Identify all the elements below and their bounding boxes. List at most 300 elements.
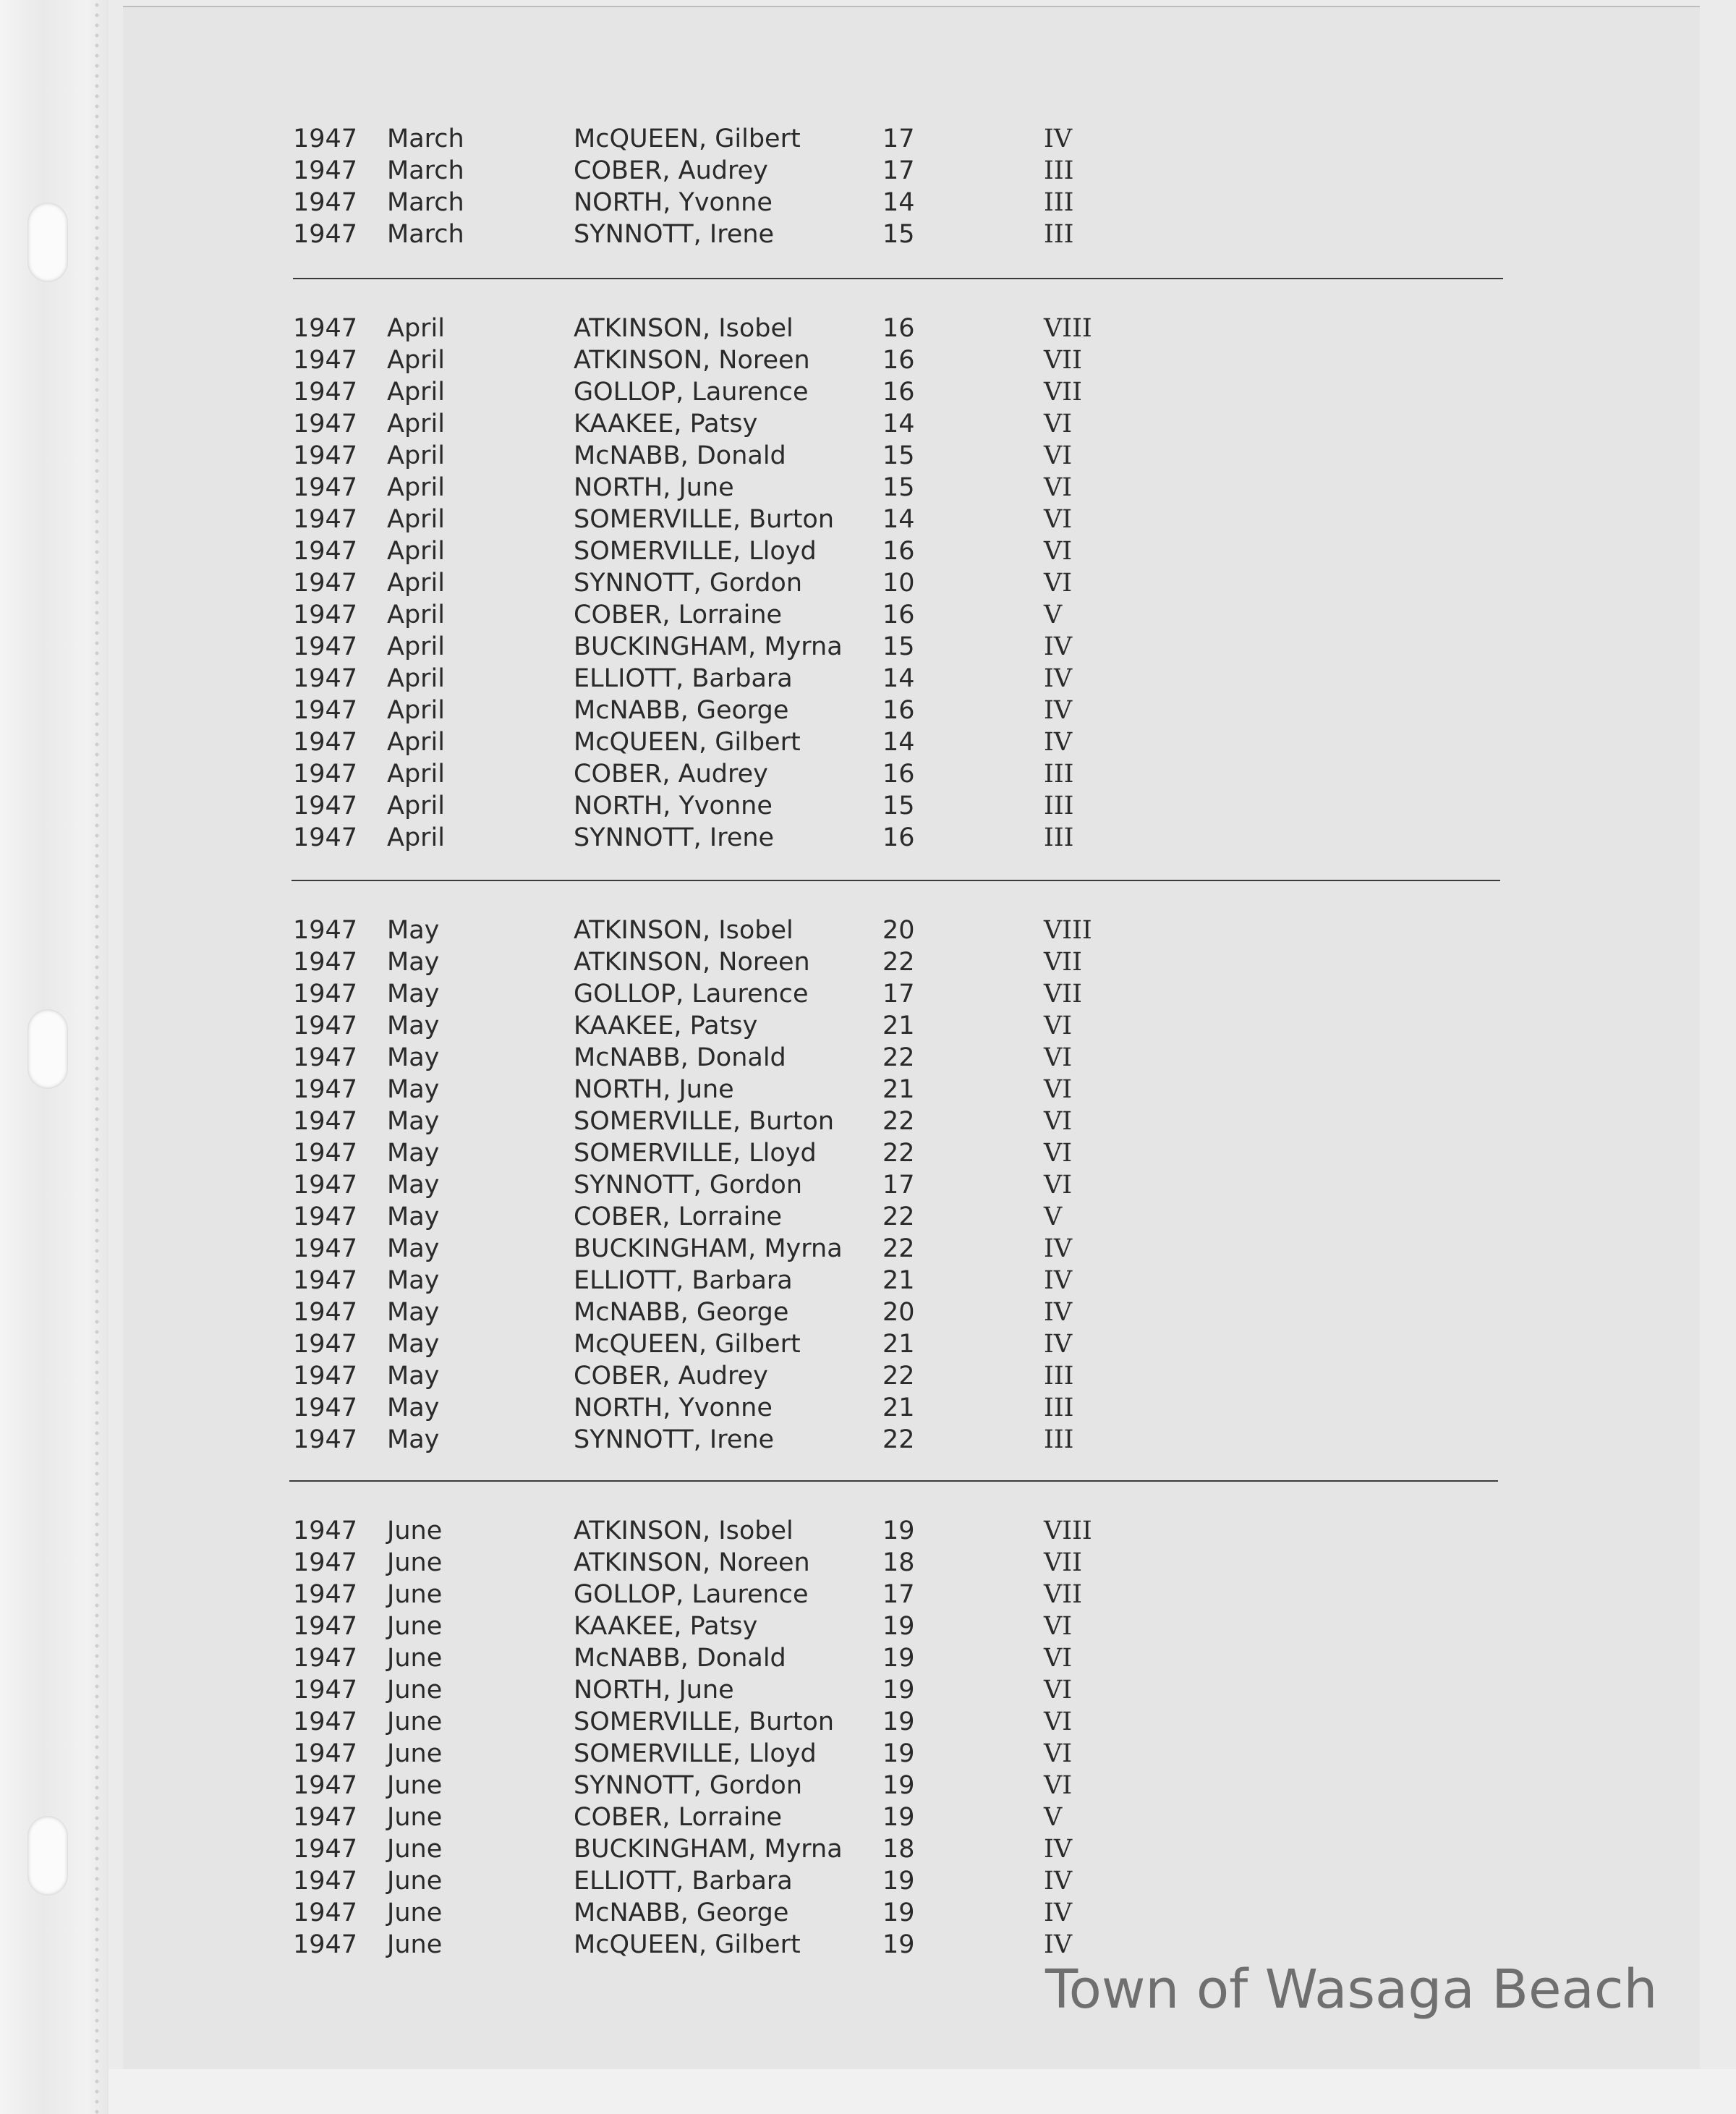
month-cell: May: [387, 1234, 440, 1263]
name-cell: SOMERVILLE, Burton: [574, 1707, 835, 1736]
record-row: [0, 1929, 1736, 1961]
count-cell: 16: [882, 346, 915, 375]
record-row: [0, 1105, 1736, 1137]
record-row: [0, 1265, 1736, 1296]
month-cell: March: [387, 188, 464, 217]
year-cell: 1947: [293, 1739, 358, 1768]
month-cell: April: [387, 728, 445, 757]
record-section-may: [0, 914, 1736, 1456]
count-cell: 17: [882, 980, 915, 1009]
record-row: [0, 946, 1736, 978]
month-cell: June: [387, 1803, 443, 1832]
name-cell: McNABB, Donald: [574, 1043, 786, 1072]
name-cell: ELLIOTT, Barbara: [574, 664, 793, 693]
year-cell: 1947: [293, 1171, 358, 1200]
month-cell: March: [387, 220, 464, 249]
year-cell: 1947: [293, 760, 358, 789]
count-cell: 19: [882, 1516, 915, 1545]
count-cell: 17: [882, 124, 915, 153]
year-cell: 1947: [293, 1612, 358, 1641]
count-cell: 19: [882, 1739, 915, 1768]
record-row: [0, 1547, 1736, 1579]
year-cell: 1947: [293, 632, 358, 661]
count-cell: 20: [882, 916, 915, 945]
count-cell: 17: [882, 1171, 915, 1200]
month-cell: June: [387, 1867, 443, 1896]
month-cell: June: [387, 1930, 443, 1959]
year-cell: 1947: [293, 948, 358, 977]
name-cell: ELLIOTT, Barbara: [574, 1867, 793, 1896]
name-cell: SYNNOTT, Irene: [574, 1425, 775, 1454]
count-cell: 19: [882, 1930, 915, 1959]
watermark: Town of Wasaga Beach: [1045, 1958, 1658, 2021]
month-cell: June: [387, 1771, 443, 1800]
count-cell: 14: [882, 409, 915, 438]
year-cell: 1947: [293, 441, 358, 470]
grade-cell: VI: [1044, 1676, 1073, 1705]
count-cell: 14: [882, 505, 915, 534]
year-cell: 1947: [293, 569, 358, 598]
year-cell: 1947: [293, 1362, 358, 1391]
month-cell: May: [387, 1139, 440, 1168]
record-row: [0, 1515, 1736, 1547]
year-cell: 1947: [293, 1139, 358, 1168]
record-row: [0, 914, 1736, 946]
name-cell: COBER, Audrey: [574, 1362, 768, 1391]
record-row: [0, 1137, 1736, 1169]
record-row: [0, 1610, 1736, 1642]
section-divider: [293, 278, 1503, 279]
year-cell: 1947: [293, 1644, 358, 1673]
name-cell: NORTH, June: [574, 1075, 734, 1104]
record-row: [0, 218, 1736, 250]
grade-cell: V: [1044, 1202, 1063, 1231]
year-cell: 1947: [293, 1580, 358, 1609]
record-row: [0, 504, 1736, 535]
month-cell: May: [387, 1202, 440, 1231]
name-cell: GOLLOP, Laurence: [574, 1580, 809, 1609]
grade-cell: IV: [1044, 696, 1073, 725]
grade-cell: V: [1044, 1803, 1063, 1832]
record-row: [0, 344, 1736, 376]
year-cell: 1947: [293, 1898, 358, 1927]
record-row: [0, 535, 1736, 567]
record-row: [0, 978, 1736, 1010]
year-cell: 1947: [293, 1266, 358, 1295]
grade-cell: VI: [1044, 1612, 1073, 1641]
count-cell: 15: [882, 220, 915, 249]
name-cell: ELLIOTT, Barbara: [574, 1266, 793, 1295]
record-section-march: [0, 123, 1736, 250]
count-cell: 22: [882, 1107, 915, 1136]
grade-cell: VI: [1044, 441, 1073, 470]
month-cell: April: [387, 632, 445, 661]
count-cell: 19: [882, 1707, 915, 1736]
name-cell: SYNNOTT, Irene: [574, 823, 775, 852]
month-cell: April: [387, 537, 445, 566]
grade-cell: III: [1044, 791, 1074, 820]
grade-cell: VII: [1044, 980, 1082, 1009]
year-cell: 1947: [293, 791, 358, 820]
year-cell: 1947: [293, 600, 358, 629]
month-cell: May: [387, 1075, 440, 1104]
count-cell: 22: [882, 1202, 915, 1231]
month-cell: March: [387, 156, 464, 185]
month-cell: May: [387, 980, 440, 1009]
grade-cell: VI: [1044, 537, 1073, 566]
month-cell: April: [387, 823, 445, 852]
count-cell: 19: [882, 1898, 915, 1927]
name-cell: COBER, Lorraine: [574, 1803, 783, 1832]
name-cell: GOLLOP, Laurence: [574, 980, 809, 1009]
count-cell: 21: [882, 1075, 915, 1104]
count-cell: 17: [882, 1580, 915, 1609]
grade-cell: VI: [1044, 473, 1073, 502]
grade-cell: VI: [1044, 409, 1073, 438]
name-cell: McNABB, George: [574, 696, 789, 725]
month-cell: April: [387, 569, 445, 598]
name-cell: McNABB, Donald: [574, 441, 786, 470]
record-row: [0, 1674, 1736, 1706]
month-cell: May: [387, 1393, 440, 1422]
year-cell: 1947: [293, 505, 358, 534]
year-cell: 1947: [293, 1043, 358, 1072]
grade-cell: IV: [1044, 664, 1073, 693]
month-cell: April: [387, 696, 445, 725]
year-cell: 1947: [293, 823, 358, 852]
grade-cell: III: [1044, 1425, 1074, 1454]
count-cell: 21: [882, 1011, 915, 1040]
record-row: [0, 1169, 1736, 1201]
record-row: [0, 1360, 1736, 1392]
year-cell: 1947: [293, 980, 358, 1009]
year-cell: 1947: [293, 473, 358, 502]
count-cell: 22: [882, 1139, 915, 1168]
year-cell: 1947: [293, 664, 358, 693]
grade-cell: IV: [1044, 1930, 1073, 1959]
month-cell: April: [387, 600, 445, 629]
month-cell: May: [387, 1266, 440, 1295]
year-cell: 1947: [293, 314, 358, 343]
count-cell: 18: [882, 1548, 915, 1577]
record-row: [0, 440, 1736, 472]
record-row: [0, 1074, 1736, 1105]
name-cell: McQUEEN, Gilbert: [574, 1930, 801, 1959]
year-cell: 1947: [293, 1707, 358, 1736]
year-cell: 1947: [293, 156, 358, 185]
month-cell: May: [387, 1043, 440, 1072]
grade-cell: VI: [1044, 1043, 1073, 1072]
record-row: [0, 1706, 1736, 1738]
year-cell: 1947: [293, 1516, 358, 1545]
year-cell: 1947: [293, 1676, 358, 1705]
grade-cell: VIII: [1044, 1516, 1092, 1545]
record-row: [0, 726, 1736, 758]
count-cell: 16: [882, 314, 915, 343]
count-cell: 22: [882, 1234, 915, 1263]
year-cell: 1947: [293, 1835, 358, 1864]
grade-cell: III: [1044, 1393, 1074, 1422]
year-cell: 1947: [293, 188, 358, 217]
record-row: [0, 758, 1736, 790]
grade-cell: IV: [1044, 728, 1073, 757]
name-cell: COBER, Audrey: [574, 760, 768, 789]
count-cell: 10: [882, 569, 915, 598]
name-cell: McNABB, George: [574, 1898, 789, 1927]
record-row: [0, 408, 1736, 440]
month-cell: June: [387, 1739, 443, 1768]
year-cell: 1947: [293, 1298, 358, 1327]
grade-cell: III: [1044, 156, 1074, 185]
month-cell: June: [387, 1644, 443, 1673]
name-cell: SOMERVILLE, Lloyd: [574, 1739, 817, 1768]
grade-cell: III: [1044, 823, 1074, 852]
name-cell: McQUEEN, Gilbert: [574, 728, 801, 757]
record-row: [0, 187, 1736, 218]
year-cell: 1947: [293, 409, 358, 438]
month-cell: June: [387, 1580, 443, 1609]
grade-cell: VI: [1044, 1644, 1073, 1673]
name-cell: NORTH, June: [574, 473, 734, 502]
record-row: [0, 599, 1736, 631]
grade-cell: IV: [1044, 1835, 1073, 1864]
name-cell: ATKINSON, Isobel: [574, 916, 793, 945]
name-cell: BUCKINGHAM, Myrna: [574, 1835, 843, 1864]
count-cell: 16: [882, 378, 915, 407]
month-cell: May: [387, 1425, 440, 1454]
count-cell: 20: [882, 1298, 915, 1327]
grade-cell: VI: [1044, 1739, 1073, 1768]
grade-cell: VIII: [1044, 314, 1092, 343]
grade-cell: VI: [1044, 1139, 1073, 1168]
record-row: [0, 376, 1736, 408]
count-cell: 15: [882, 473, 915, 502]
month-cell: May: [387, 916, 440, 945]
record-row: [0, 155, 1736, 187]
grade-cell: III: [1044, 760, 1074, 789]
month-cell: June: [387, 1898, 443, 1927]
grade-cell: VIII: [1044, 916, 1092, 945]
grade-cell: V: [1044, 600, 1063, 629]
year-cell: 1947: [293, 378, 358, 407]
grade-cell: VI: [1044, 1107, 1073, 1136]
grade-cell: IV: [1044, 1234, 1073, 1263]
record-row: [0, 1296, 1736, 1328]
year-cell: 1947: [293, 124, 358, 153]
name-cell: BUCKINGHAM, Myrna: [574, 1234, 843, 1263]
name-cell: GOLLOP, Laurence: [574, 378, 809, 407]
year-cell: 1947: [293, 696, 358, 725]
count-cell: 19: [882, 1803, 915, 1832]
name-cell: SOMERVILLE, Lloyd: [574, 537, 817, 566]
grade-cell: III: [1044, 188, 1074, 217]
name-cell: SYNNOTT, Gordon: [574, 1171, 803, 1200]
grade-cell: IV: [1044, 1266, 1073, 1295]
year-cell: 1947: [293, 728, 358, 757]
year-cell: 1947: [293, 1548, 358, 1577]
grade-cell: IV: [1044, 1298, 1073, 1327]
record-row: [0, 1579, 1736, 1610]
name-cell: SOMERVILLE, Lloyd: [574, 1139, 817, 1168]
year-cell: 1947: [293, 1771, 358, 1800]
section-divider: [292, 880, 1500, 881]
record-row: [0, 567, 1736, 599]
name-cell: McNABB, George: [574, 1298, 789, 1327]
name-cell: COBER, Lorraine: [574, 1202, 783, 1231]
month-cell: April: [387, 441, 445, 470]
name-cell: SYNNOTT, Gordon: [574, 569, 803, 598]
month-cell: June: [387, 1707, 443, 1736]
month-cell: April: [387, 314, 445, 343]
year-cell: 1947: [293, 1202, 358, 1231]
month-cell: April: [387, 378, 445, 407]
record-row: [0, 472, 1736, 504]
count-cell: 17: [882, 156, 915, 185]
grade-cell: VII: [1044, 948, 1082, 977]
record-row: [0, 313, 1736, 344]
count-cell: 21: [882, 1393, 915, 1422]
grade-cell: VI: [1044, 1771, 1073, 1800]
count-cell: 19: [882, 1644, 915, 1673]
name-cell: NORTH, June: [574, 1676, 734, 1705]
record-row: [0, 1392, 1736, 1424]
count-cell: 16: [882, 696, 915, 725]
grade-cell: VI: [1044, 1707, 1073, 1736]
grade-cell: VI: [1044, 1075, 1073, 1104]
count-cell: 22: [882, 948, 915, 977]
year-cell: 1947: [293, 1867, 358, 1896]
record-row: [0, 1642, 1736, 1674]
record-row: [0, 1865, 1736, 1897]
record-row: [0, 1770, 1736, 1801]
year-cell: 1947: [293, 1330, 358, 1359]
grade-cell: IV: [1044, 632, 1073, 661]
grade-cell: VII: [1044, 346, 1082, 375]
month-cell: March: [387, 124, 464, 153]
record-row: [0, 1833, 1736, 1865]
name-cell: KAAKEE, Patsy: [574, 409, 758, 438]
count-cell: 16: [882, 760, 915, 789]
record-row: [0, 1010, 1736, 1042]
record-row: [0, 1328, 1736, 1360]
count-cell: 19: [882, 1771, 915, 1800]
count-cell: 16: [882, 600, 915, 629]
count-cell: 18: [882, 1835, 915, 1864]
year-cell: 1947: [293, 1075, 358, 1104]
count-cell: 15: [882, 632, 915, 661]
count-cell: 19: [882, 1676, 915, 1705]
grade-cell: VI: [1044, 569, 1073, 598]
year-cell: 1947: [293, 1011, 358, 1040]
grade-cell: IV: [1044, 124, 1073, 153]
month-cell: June: [387, 1548, 443, 1577]
name-cell: ATKINSON, Isobel: [574, 314, 793, 343]
count-cell: 15: [882, 441, 915, 470]
grade-cell: IV: [1044, 1898, 1073, 1927]
count-cell: 14: [882, 728, 915, 757]
name-cell: COBER, Lorraine: [574, 600, 783, 629]
record-row: [0, 123, 1736, 155]
month-cell: April: [387, 664, 445, 693]
name-cell: McQUEEN, Gilbert: [574, 1330, 801, 1359]
count-cell: 22: [882, 1362, 915, 1391]
record-row: [0, 663, 1736, 695]
record-row: [0, 1424, 1736, 1456]
grade-cell: III: [1044, 220, 1074, 249]
month-cell: April: [387, 791, 445, 820]
count-cell: 21: [882, 1266, 915, 1295]
year-cell: 1947: [293, 1803, 358, 1832]
name-cell: BUCKINGHAM, Myrna: [574, 632, 843, 661]
name-cell: McQUEEN, Gilbert: [574, 124, 801, 153]
record-row: [0, 822, 1736, 854]
record-row: [0, 1201, 1736, 1233]
month-cell: April: [387, 505, 445, 534]
grade-cell: IV: [1044, 1330, 1073, 1359]
month-cell: June: [387, 1835, 443, 1864]
name-cell: ATKINSON, Noreen: [574, 1548, 810, 1577]
record-row: [0, 1042, 1736, 1074]
month-cell: April: [387, 760, 445, 789]
year-cell: 1947: [293, 220, 358, 249]
month-cell: June: [387, 1612, 443, 1641]
name-cell: ATKINSON, Isobel: [574, 1516, 793, 1545]
year-cell: 1947: [293, 1107, 358, 1136]
year-cell: 1947: [293, 1425, 358, 1454]
month-cell: May: [387, 1011, 440, 1040]
grade-cell: IV: [1044, 1867, 1073, 1896]
name-cell: NORTH, Yvonne: [574, 791, 773, 820]
name-cell: SYNNOTT, Gordon: [574, 1771, 803, 1800]
month-cell: May: [387, 1362, 440, 1391]
year-cell: 1947: [293, 1393, 358, 1422]
year-cell: 1947: [293, 1234, 358, 1263]
record-section-april: [0, 313, 1736, 854]
count-cell: 16: [882, 537, 915, 566]
name-cell: McNABB, Donald: [574, 1644, 786, 1673]
name-cell: ATKINSON, Noreen: [574, 948, 810, 977]
record-row: [0, 1738, 1736, 1770]
year-cell: 1947: [293, 537, 358, 566]
count-cell: 16: [882, 823, 915, 852]
count-cell: 22: [882, 1043, 915, 1072]
month-cell: April: [387, 473, 445, 502]
month-cell: June: [387, 1516, 443, 1545]
record-row: [0, 1897, 1736, 1929]
record-row: [0, 631, 1736, 663]
grade-cell: VI: [1044, 1171, 1073, 1200]
name-cell: NORTH, Yvonne: [574, 188, 773, 217]
month-cell: May: [387, 1171, 440, 1200]
name-cell: SYNNOTT, Irene: [574, 220, 775, 249]
name-cell: COBER, Audrey: [574, 156, 768, 185]
grade-cell: III: [1044, 1362, 1074, 1391]
count-cell: 14: [882, 188, 915, 217]
month-cell: June: [387, 1676, 443, 1705]
record-row: [0, 790, 1736, 822]
count-cell: 19: [882, 1867, 915, 1896]
month-cell: April: [387, 346, 445, 375]
record-section-june: [0, 1515, 1736, 1961]
year-cell: 1947: [293, 916, 358, 945]
count-cell: 21: [882, 1330, 915, 1359]
count-cell: 19: [882, 1612, 915, 1641]
month-cell: May: [387, 948, 440, 977]
record-row: [0, 1801, 1736, 1833]
section-divider: [289, 1480, 1498, 1482]
name-cell: KAAKEE, Patsy: [574, 1612, 758, 1641]
name-cell: NORTH, Yvonne: [574, 1393, 773, 1422]
